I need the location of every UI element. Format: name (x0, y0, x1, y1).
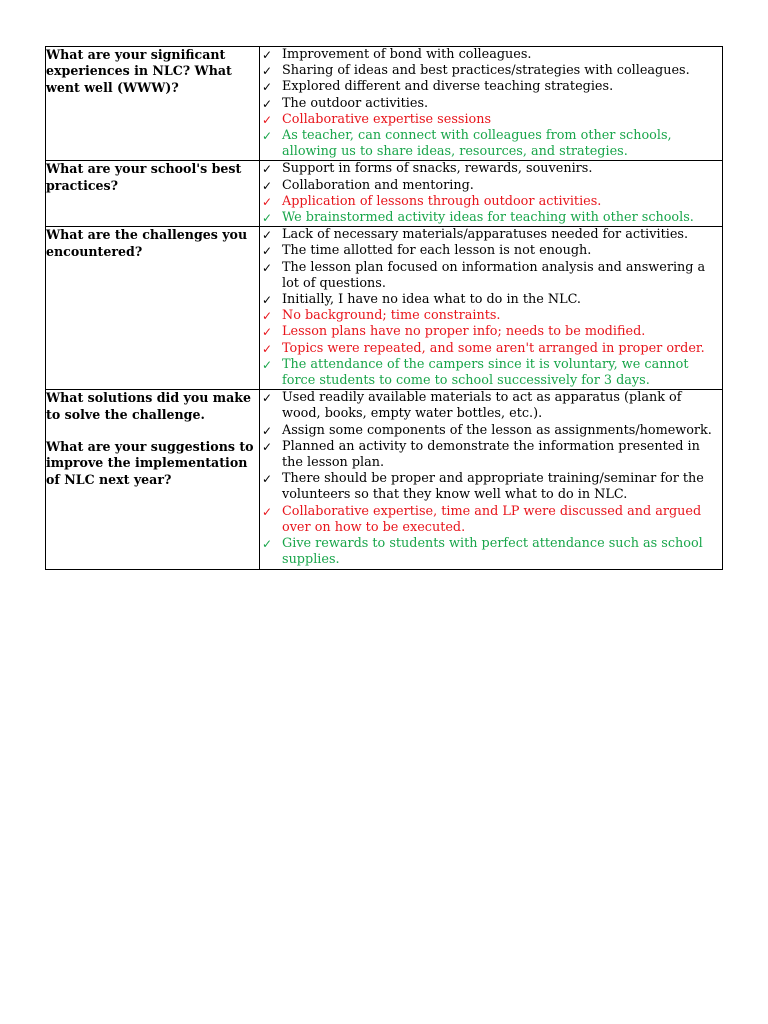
item-text: Planned an activity to demonstrate the information presented in the lesson plan. (282, 438, 700, 471)
question-text: What solutions did you make to solve the challenge. (46, 390, 251, 422)
check-mark-icon: ✓ (261, 537, 273, 552)
item-text: Collaboration and mentoring. (282, 177, 474, 193)
item-text: Collaborative expertise sessions (282, 111, 492, 127)
list-item (260, 292, 722, 308)
answer-cell (260, 161, 723, 227)
item-text: As teacher, can connect with colleagues from other schools, allowing us to share ideas, resources, and strategies. (282, 128, 672, 160)
list-item (260, 357, 722, 389)
list-item (260, 504, 722, 536)
answer-cell (260, 390, 723, 569)
item-text: Give rewards to students with perfect attendance such as school supplies. (282, 536, 703, 568)
check-mark-icon: ✓ (261, 341, 273, 356)
item-text: Initially, I have no idea what to do in the NLC. (282, 292, 581, 308)
answer-list (260, 227, 722, 389)
check-mark-icon: ✓ (261, 162, 273, 177)
list-item (260, 439, 722, 471)
item-text: Collaborative expertise, time and LP were discussed and argued over on how to be executed. (282, 503, 702, 535)
check-mark-icon: ✓ (261, 211, 273, 226)
table-row (46, 47, 723, 161)
list-item (260, 194, 722, 210)
list-item (260, 128, 722, 160)
check-mark-icon: ✓ (261, 357, 273, 372)
list-item (260, 341, 722, 357)
list-item (260, 227, 722, 243)
check-mark-icon: ✓ (261, 64, 273, 79)
question-cell (46, 161, 260, 227)
check-mark-icon: ✓ (261, 309, 273, 324)
question-cell (46, 47, 260, 161)
answer-cell (260, 47, 723, 161)
item-text: Used readily available materials to act as apparatus (plank of wood, books, empty water bottles, etc.). (282, 390, 682, 422)
item-text: The lesson plan focused on information analysis and answering a lot of questions. (282, 259, 706, 291)
list-item (260, 536, 722, 568)
item-text: No background; time constraints. (282, 308, 501, 324)
list-item (260, 308, 722, 324)
question-text: What are your suggestions to improve the implementation of NLC next year? (46, 439, 254, 487)
item-text: We brainstormed activity ideas for teaching with other schools. (282, 210, 694, 226)
list-item (260, 390, 722, 422)
check-mark-icon: ✓ (261, 244, 273, 259)
list-item (260, 423, 722, 439)
item-text: Improvement of bond with colleagues. (282, 47, 532, 62)
table-row (46, 161, 723, 227)
item-text: Lack of necessary materials/apparatuses needed for activities. (282, 227, 689, 243)
check-mark-icon: ✓ (261, 260, 273, 275)
list-item (260, 471, 722, 503)
list-item (260, 96, 722, 112)
check-mark-icon: ✓ (261, 439, 273, 454)
list-item (260, 178, 722, 194)
item-text: Explored different and diverse teaching strategies. (282, 79, 614, 95)
answer-list (260, 161, 722, 226)
item-text: The attendance of the campers since it is voluntary, we cannot force students to come to school successively for 3 days. (282, 356, 689, 389)
check-mark-icon: ✓ (261, 80, 273, 95)
item-text: Assign some components of the lesson as assignments/homework. (282, 422, 712, 438)
list-item (260, 63, 722, 79)
list-item (260, 47, 722, 63)
check-mark-icon: ✓ (261, 129, 273, 144)
item-text: The time allotted for each lesson is not enough. (282, 243, 592, 259)
question-text: What are the challenges you encountered? (46, 227, 248, 259)
check-mark-icon: ✓ (261, 228, 273, 243)
check-mark-icon: ✓ (261, 112, 273, 127)
list-item (260, 324, 722, 340)
question-cell (46, 227, 260, 390)
item-text: Support in forms of snacks, rewards, souvenirs. (282, 161, 593, 177)
item-text: Topics were repeated, and some aren't arranged in proper order. (282, 340, 705, 356)
check-mark-icon: ✓ (261, 178, 273, 193)
item-text: The outdoor activities. (282, 95, 429, 111)
answer-cell (260, 227, 723, 390)
list-item (260, 260, 722, 292)
check-mark-icon: ✓ (261, 423, 273, 438)
item-text: Application of lessons through outdoor activities. (282, 193, 602, 209)
item-text: Sharing of ideas and best practices/strategies with colleagues. (282, 63, 690, 79)
check-mark-icon: ✓ (261, 48, 273, 62)
question-cell (46, 390, 260, 569)
answer-list (260, 390, 722, 568)
list-item (260, 210, 722, 226)
check-mark-icon: ✓ (261, 293, 273, 308)
reflection-table (45, 46, 723, 570)
list-item (260, 161, 722, 177)
item-text: Lesson plans have no proper info; needs to be modified. (282, 324, 646, 340)
list-item (260, 79, 722, 95)
list-item (260, 112, 722, 128)
question-text: What are your significant experiences in NLC? What went well (WWW)? (46, 47, 232, 95)
list-item (260, 243, 722, 259)
item-text: There should be proper and appropriate training/seminar for the volunteers so that they know well what to do in NLC. (282, 471, 704, 503)
table-row (46, 390, 723, 569)
check-mark-icon: ✓ (261, 391, 273, 406)
check-mark-icon: ✓ (261, 194, 273, 209)
check-mark-icon: ✓ (261, 96, 273, 111)
answer-list (260, 47, 722, 160)
check-mark-icon: ✓ (261, 472, 273, 487)
table-row (46, 227, 723, 390)
check-mark-icon: ✓ (261, 325, 273, 340)
check-mark-icon: ✓ (261, 504, 273, 519)
question-text: What are your school's best practices? (46, 161, 242, 193)
